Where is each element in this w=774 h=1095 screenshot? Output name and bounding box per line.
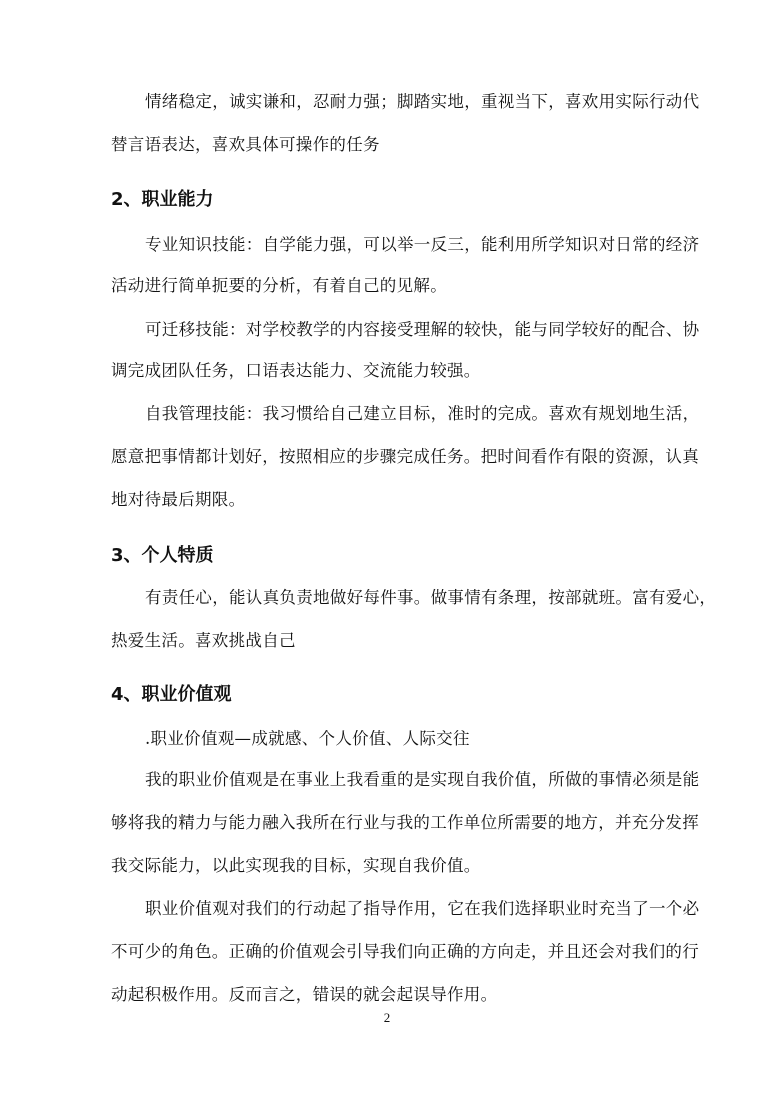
paragraph-line: 替言语表达，喜欢具体可操作的任务 — [111, 135, 380, 154]
paragraph-line: 我交际能力，以此实现我的目标，实现自我价值。 — [111, 856, 481, 875]
paragraph-line: 不可少的角色。正确的价值观会引导我们向正确的方向走，并且还会对我们的行 — [111, 942, 699, 961]
paragraph-line: 愿意把事情都计划好，按照相应的步骤完成任务。把时间看作有限的资源，认真 — [111, 447, 699, 466]
paragraph-line: 活动进行简单扼要的分析，有着自己的见解。 — [111, 276, 447, 295]
paragraph-line: 职业价值观对我们的行动起了指导作用，它在我们选择职业时充当了一个必 — [145, 899, 700, 918]
paragraph-line: 我的职业价值观是在事业上我看重的是实现自我价值，所做的事情必须是能 — [145, 770, 700, 789]
page-number: 2 — [383, 1010, 391, 1025]
section-heading-career-ability: 2、职业能力 — [111, 189, 214, 210]
paragraph-line: 热爱生活。喜欢挑战自己 — [111, 631, 296, 650]
section-heading-personal-traits: 3、个人特质 — [111, 545, 214, 566]
paragraph-line: 专业知识技能：自学能力强，可以举一反三，能利用所学知识对日常的经济 — [145, 235, 700, 254]
paragraph-line: 调完成团队任务，口语表达能力、交流能力较强。 — [111, 361, 481, 380]
paragraph-line: 地对待最后期限。 — [111, 490, 246, 509]
paragraph-line: 动起积极作用。反而言之，错误的就会起误导作用。 — [111, 985, 498, 1004]
paragraph-line: 自我管理技能：我习惯给自己建立目标，准时的完成。喜欢有规划地生活， — [145, 404, 700, 423]
paragraph-line: 可迁移技能：对学校教学的内容接受理解的较快，能与同学较好的配合、协 — [145, 320, 700, 339]
paragraph-line: 有责任心，能认真负责地做好每件事。做事情有条理，按部就班。富有爱心， — [145, 588, 717, 607]
paragraph-line: 情绪稳定，诚实谦和，忍耐力强；脚踏实地，重视当下，喜欢用实际行动代 — [145, 92, 700, 111]
paragraph-line: 够将我的精力与能力融入我所在行业与我的工作单位所需要的地方，并充分发挥 — [111, 813, 699, 832]
section-heading-career-values: 4、职业价值观 — [111, 684, 232, 705]
paragraph-subline: .职业价值观—成就感、个人价值、人际交往 — [145, 729, 470, 748]
